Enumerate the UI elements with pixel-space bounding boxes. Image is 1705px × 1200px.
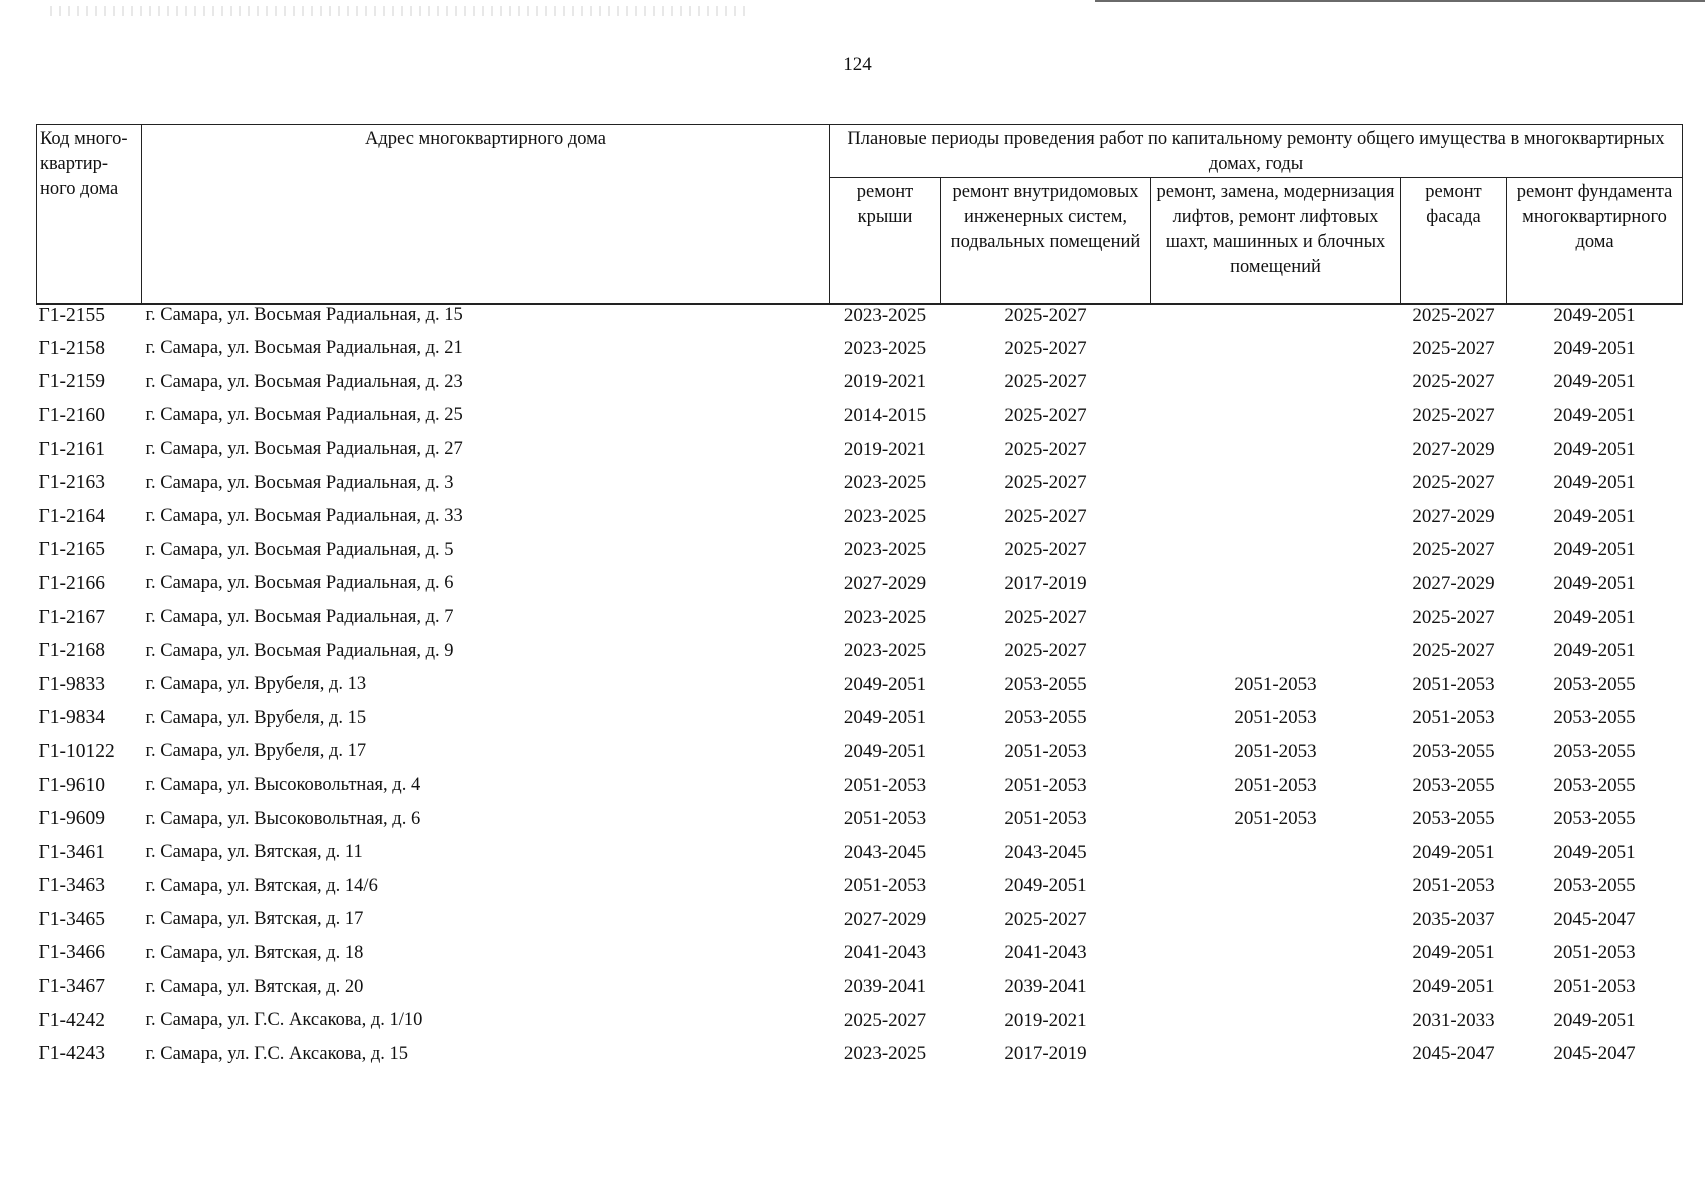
cell-code: Г1-9833 (38, 673, 106, 695)
cell-code: Г1-9609 (38, 808, 106, 830)
cell-address: г. Самара, ул. Вятская, д. 11 (145, 842, 363, 863)
cell-code: Г1-2166 (38, 572, 106, 594)
cell-facade: 2025-2027 (1412, 404, 1495, 426)
cell-roof: 2039-2041 (843, 976, 927, 998)
table-row (37, 1037, 1683, 1071)
table-row (37, 332, 1683, 366)
cell-foundation: 2049-2051 (1553, 1009, 1636, 1031)
cell-engineering: 2053-2055 (1004, 707, 1087, 729)
cell-foundation: 2049-2051 (1553, 404, 1636, 426)
cell-elevators: 2051-2053 (1234, 707, 1317, 729)
header-roof: ремонт крыши (830, 178, 941, 305)
cell-address: г. Самара, ул. Вятская, д. 14/6 (145, 875, 378, 896)
cell-elevators (1151, 304, 1401, 332)
table-row (37, 601, 1683, 635)
cell-roof: 2023-2025 (843, 1043, 927, 1065)
cell-code: Г1-9834 (38, 707, 106, 729)
cell-foundation: 2049-2051 (1553, 640, 1636, 662)
table-row (37, 366, 1683, 400)
cell-elevators (1151, 332, 1401, 366)
cell-facade: 2051-2053 (1412, 673, 1495, 695)
table-row (37, 534, 1683, 568)
table-row (37, 802, 1683, 836)
cell-elevators (1151, 534, 1401, 568)
cell-foundation: 2049-2051 (1553, 572, 1636, 594)
cell-roof: 2023-2025 (843, 472, 927, 494)
cell-foundation: 2049-2051 (1553, 337, 1636, 359)
cell-roof: 2051-2053 (843, 808, 927, 830)
table-row (37, 500, 1683, 534)
cell-engineering: 2025-2027 (1004, 438, 1087, 460)
cell-facade: 2027-2029 (1412, 505, 1495, 527)
cell-foundation: 2045-2047 (1553, 908, 1636, 930)
cell-roof: 2023-2025 (843, 539, 927, 561)
cell-foundation: 2049-2051 (1553, 505, 1636, 527)
cell-address: г. Самара, ул. Врубеля, д. 15 (145, 707, 367, 728)
cell-facade: 2035-2037 (1412, 908, 1495, 930)
table-row (37, 970, 1683, 1004)
cell-roof: 2027-2029 (843, 572, 927, 594)
cell-roof: 2023-2025 (843, 337, 927, 359)
cell-roof: 2049-2051 (843, 673, 927, 695)
cell-engineering: 2049-2051 (1004, 875, 1087, 897)
cell-code: Г1-2155 (38, 305, 106, 326)
table-row (37, 399, 1683, 433)
cell-address: г. Самара, ул. Восьмая Радиальная, д. 3 (145, 472, 454, 493)
cell-engineering: 2025-2027 (1004, 640, 1087, 662)
cell-code: Г1-10122 (38, 740, 115, 762)
cell-elevators (1151, 366, 1401, 400)
cell-code: Г1-9610 (38, 774, 106, 796)
cell-elevators: 2051-2053 (1234, 808, 1317, 830)
cell-foundation: 2049-2051 (1553, 305, 1636, 326)
cell-engineering: 2025-2027 (1004, 472, 1087, 494)
cell-facade: 2027-2029 (1412, 572, 1495, 594)
cell-code: Г1-2158 (38, 337, 106, 359)
cell-elevators (1151, 970, 1401, 1004)
header-periods: Плановые периоды проведения работ по капитальному ремонту общего имущества в многоквартирных домах, годы (830, 125, 1683, 178)
cell-engineering: 2053-2055 (1004, 673, 1087, 695)
cell-address: г. Самара, ул. Г.С. Аксакова, д. 1/10 (145, 1010, 423, 1031)
cell-foundation: 2053-2055 (1553, 707, 1636, 729)
cell-foundation: 2053-2055 (1553, 774, 1636, 796)
cell-engineering: 2025-2027 (1004, 505, 1087, 527)
cell-address: г. Самара, ул. Высоковольтная, д. 6 (145, 808, 421, 829)
cell-roof: 2019-2021 (843, 371, 927, 393)
cell-engineering: 2051-2053 (1004, 774, 1087, 796)
capital-repair-table (36, 124, 1683, 1071)
cell-facade: 2025-2027 (1412, 305, 1495, 326)
cell-roof: 2049-2051 (843, 740, 927, 762)
cell-roof: 2023-2025 (843, 640, 927, 662)
table-row (37, 634, 1683, 668)
cell-elevators: 2051-2053 (1234, 774, 1317, 796)
cell-code: Г1-3467 (38, 976, 106, 998)
cell-elevators (1151, 1004, 1401, 1038)
cell-elevators (1151, 937, 1401, 971)
header-foundation: ремонт фундамента многоквартирного дома (1507, 178, 1683, 305)
cell-facade: 2025-2027 (1412, 371, 1495, 393)
cell-foundation: 2053-2055 (1553, 673, 1636, 695)
cell-code: Г1-2163 (38, 472, 106, 494)
table-row (37, 870, 1683, 904)
cell-code: Г1-4243 (38, 1043, 106, 1065)
cell-roof: 2051-2053 (843, 875, 927, 897)
cell-code: Г1-2161 (38, 438, 106, 460)
cell-foundation: 2051-2053 (1553, 976, 1636, 998)
table-row (37, 735, 1683, 769)
cell-address: г. Самара, ул. Врубеля, д. 17 (145, 741, 367, 762)
cell-address: г. Самара, ул. Вятская, д. 17 (145, 909, 364, 930)
cell-address: г. Самара, ул. Г.С. Аксакова, д. 15 (145, 1043, 408, 1064)
cell-foundation: 2049-2051 (1553, 371, 1636, 393)
cell-facade: 2049-2051 (1412, 942, 1495, 964)
cell-facade: 2031-2033 (1412, 1009, 1495, 1031)
cell-roof: 2023-2025 (843, 606, 927, 628)
cell-address: г. Самара, ул. Вятская, д. 18 (145, 942, 364, 963)
cell-elevators (1151, 500, 1401, 534)
cell-facade: 2053-2055 (1412, 808, 1495, 830)
cell-code: Г1-3465 (38, 908, 106, 930)
cell-elevators (1151, 634, 1401, 668)
cell-elevators (1151, 903, 1401, 937)
cell-roof: 2023-2025 (843, 305, 927, 326)
cell-roof: 2027-2029 (843, 908, 927, 930)
cell-code: Г1-3461 (38, 841, 106, 863)
cell-foundation: 2049-2051 (1553, 438, 1636, 460)
cell-address: г. Самара, ул. Высоковольтная, д. 4 (145, 775, 421, 796)
cell-elevators: 2051-2053 (1234, 740, 1317, 762)
cell-elevators (1151, 399, 1401, 433)
cell-engineering: 2043-2045 (1004, 841, 1087, 863)
cell-roof: 2051-2053 (843, 774, 927, 796)
cell-roof: 2019-2021 (843, 438, 927, 460)
cell-address: г. Самара, ул. Восьмая Радиальная, д. 7 (145, 607, 454, 628)
cell-facade: 2025-2027 (1412, 539, 1495, 561)
cell-engineering: 2025-2027 (1004, 371, 1087, 393)
cell-foundation: 2051-2053 (1553, 942, 1636, 964)
cell-roof: 2023-2025 (843, 505, 927, 527)
cell-facade: 2051-2053 (1412, 707, 1495, 729)
cell-code: Г1-2164 (38, 505, 106, 527)
cell-facade: 2025-2027 (1412, 472, 1495, 494)
cell-engineering: 2025-2027 (1004, 539, 1087, 561)
cell-code: Г1-2167 (38, 606, 106, 628)
cell-facade: 2025-2027 (1412, 337, 1495, 359)
cell-elevators (1151, 601, 1401, 635)
cell-roof: 2025-2027 (843, 1009, 927, 1031)
page-number: 124 (843, 54, 872, 75)
cell-facade: 2051-2053 (1412, 875, 1495, 897)
table-row (37, 668, 1683, 702)
cell-engineering: 2025-2027 (1004, 908, 1087, 930)
cell-address: г. Самара, ул. Восьмая Радиальная, д. 25 (145, 405, 463, 426)
cell-foundation: 2049-2051 (1553, 539, 1636, 561)
cell-foundation: 2053-2055 (1553, 875, 1636, 897)
cell-elevators (1151, 836, 1401, 870)
cell-facade: 2049-2051 (1412, 841, 1495, 863)
table-header-row-top (37, 125, 1683, 178)
cell-engineering: 2019-2021 (1004, 1009, 1087, 1031)
cell-address: г. Самара, ул. Восьмая Радиальная, д. 5 (145, 539, 454, 560)
cell-code: Г1-2160 (38, 404, 106, 426)
cell-elevators (1151, 466, 1401, 500)
cell-facade: 2025-2027 (1412, 640, 1495, 662)
cell-address: г. Самара, ул. Врубеля, д. 13 (145, 674, 367, 695)
table-row (37, 466, 1683, 500)
cell-foundation: 2053-2055 (1553, 740, 1636, 762)
table-row (37, 1004, 1683, 1038)
table-row (37, 567, 1683, 601)
cell-address: г. Самара, ул. Восьмая Радиальная, д. 23 (145, 371, 463, 392)
cell-elevators (1151, 870, 1401, 904)
cell-engineering: 2017-2019 (1004, 572, 1087, 594)
cell-facade: 2053-2055 (1412, 740, 1495, 762)
table-row (37, 937, 1683, 971)
cell-facade: 2027-2029 (1412, 438, 1495, 460)
cell-elevators: 2051-2053 (1234, 673, 1317, 695)
table-row (37, 903, 1683, 937)
table-row (37, 304, 1683, 332)
cell-engineering: 2025-2027 (1004, 606, 1087, 628)
cell-elevators (1151, 1037, 1401, 1071)
table-row (37, 433, 1683, 467)
cell-address: г. Самара, ул. Восьмая Радиальная, д. 27 (145, 439, 463, 460)
scan-noise (50, 6, 750, 16)
header-facade: ремонт фасада (1401, 178, 1507, 305)
cell-elevators (1151, 433, 1401, 467)
cell-code: Г1-3466 (38, 942, 106, 964)
cell-facade: 2053-2055 (1412, 774, 1495, 796)
cell-engineering: 2025-2027 (1004, 337, 1087, 359)
cell-elevators (1151, 567, 1401, 601)
cell-engineering: 2025-2027 (1004, 404, 1087, 426)
cell-address: г. Самара, ул. Восьмая Радиальная, д. 21 (145, 338, 463, 359)
cell-roof: 2043-2045 (843, 841, 927, 863)
table-row (37, 769, 1683, 803)
cell-code: Г1-4242 (38, 1009, 106, 1031)
cell-code: Г1-3463 (38, 875, 106, 897)
cell-foundation: 2045-2047 (1553, 1043, 1636, 1065)
cell-address: г. Самара, ул. Вятская, д. 20 (145, 976, 364, 997)
cell-foundation: 2053-2055 (1553, 808, 1636, 830)
cell-engineering: 2041-2043 (1004, 942, 1087, 964)
cell-address: г. Самара, ул. Восьмая Радиальная, д. 9 (145, 640, 454, 661)
cell-address: г. Самара, ул. Восьмая Радиальная, д. 33 (145, 506, 463, 527)
table-row (37, 836, 1683, 870)
cell-foundation: 2049-2051 (1553, 606, 1636, 628)
cell-code: Г1-2165 (38, 539, 106, 561)
cell-address: г. Самара, ул. Восьмая Радиальная, д. 6 (145, 573, 454, 594)
cell-roof: 2041-2043 (843, 942, 927, 964)
cell-facade: 2025-2027 (1412, 606, 1495, 628)
cell-engineering: 2039-2041 (1004, 976, 1087, 998)
cell-roof: 2014-2015 (843, 404, 927, 426)
cell-code: Г1-2159 (38, 371, 106, 393)
table-body (37, 304, 1683, 1071)
cell-foundation: 2049-2051 (1553, 472, 1636, 494)
header-address: Адрес многоквартирного дома (142, 125, 830, 305)
cell-engineering: 2051-2053 (1004, 740, 1087, 762)
cell-facade: 2049-2051 (1412, 976, 1495, 998)
cell-engineering: 2017-2019 (1004, 1043, 1087, 1065)
header-code: Код много-квартир-ного дома (37, 125, 142, 305)
cell-engineering: 2051-2053 (1004, 808, 1087, 830)
cell-roof: 2049-2051 (843, 707, 927, 729)
table-row (37, 702, 1683, 736)
header-elevators: ремонт, замена, модернизация лифтов, ремонт лифтовых шахт, машинных и блочных помещений (1151, 178, 1401, 305)
header-engineering: ремонт внутридомовых инженерных систем, подвальных помещений (941, 178, 1151, 305)
cell-address: г. Самара, ул. Восьмая Радиальная, д. 15 (145, 305, 463, 325)
cell-code: Г1-2168 (38, 640, 106, 662)
cell-foundation: 2049-2051 (1553, 841, 1636, 863)
cell-engineering: 2025-2027 (1004, 305, 1087, 326)
scan-edge-line (1095, 0, 1705, 2)
cell-facade: 2045-2047 (1412, 1043, 1495, 1065)
